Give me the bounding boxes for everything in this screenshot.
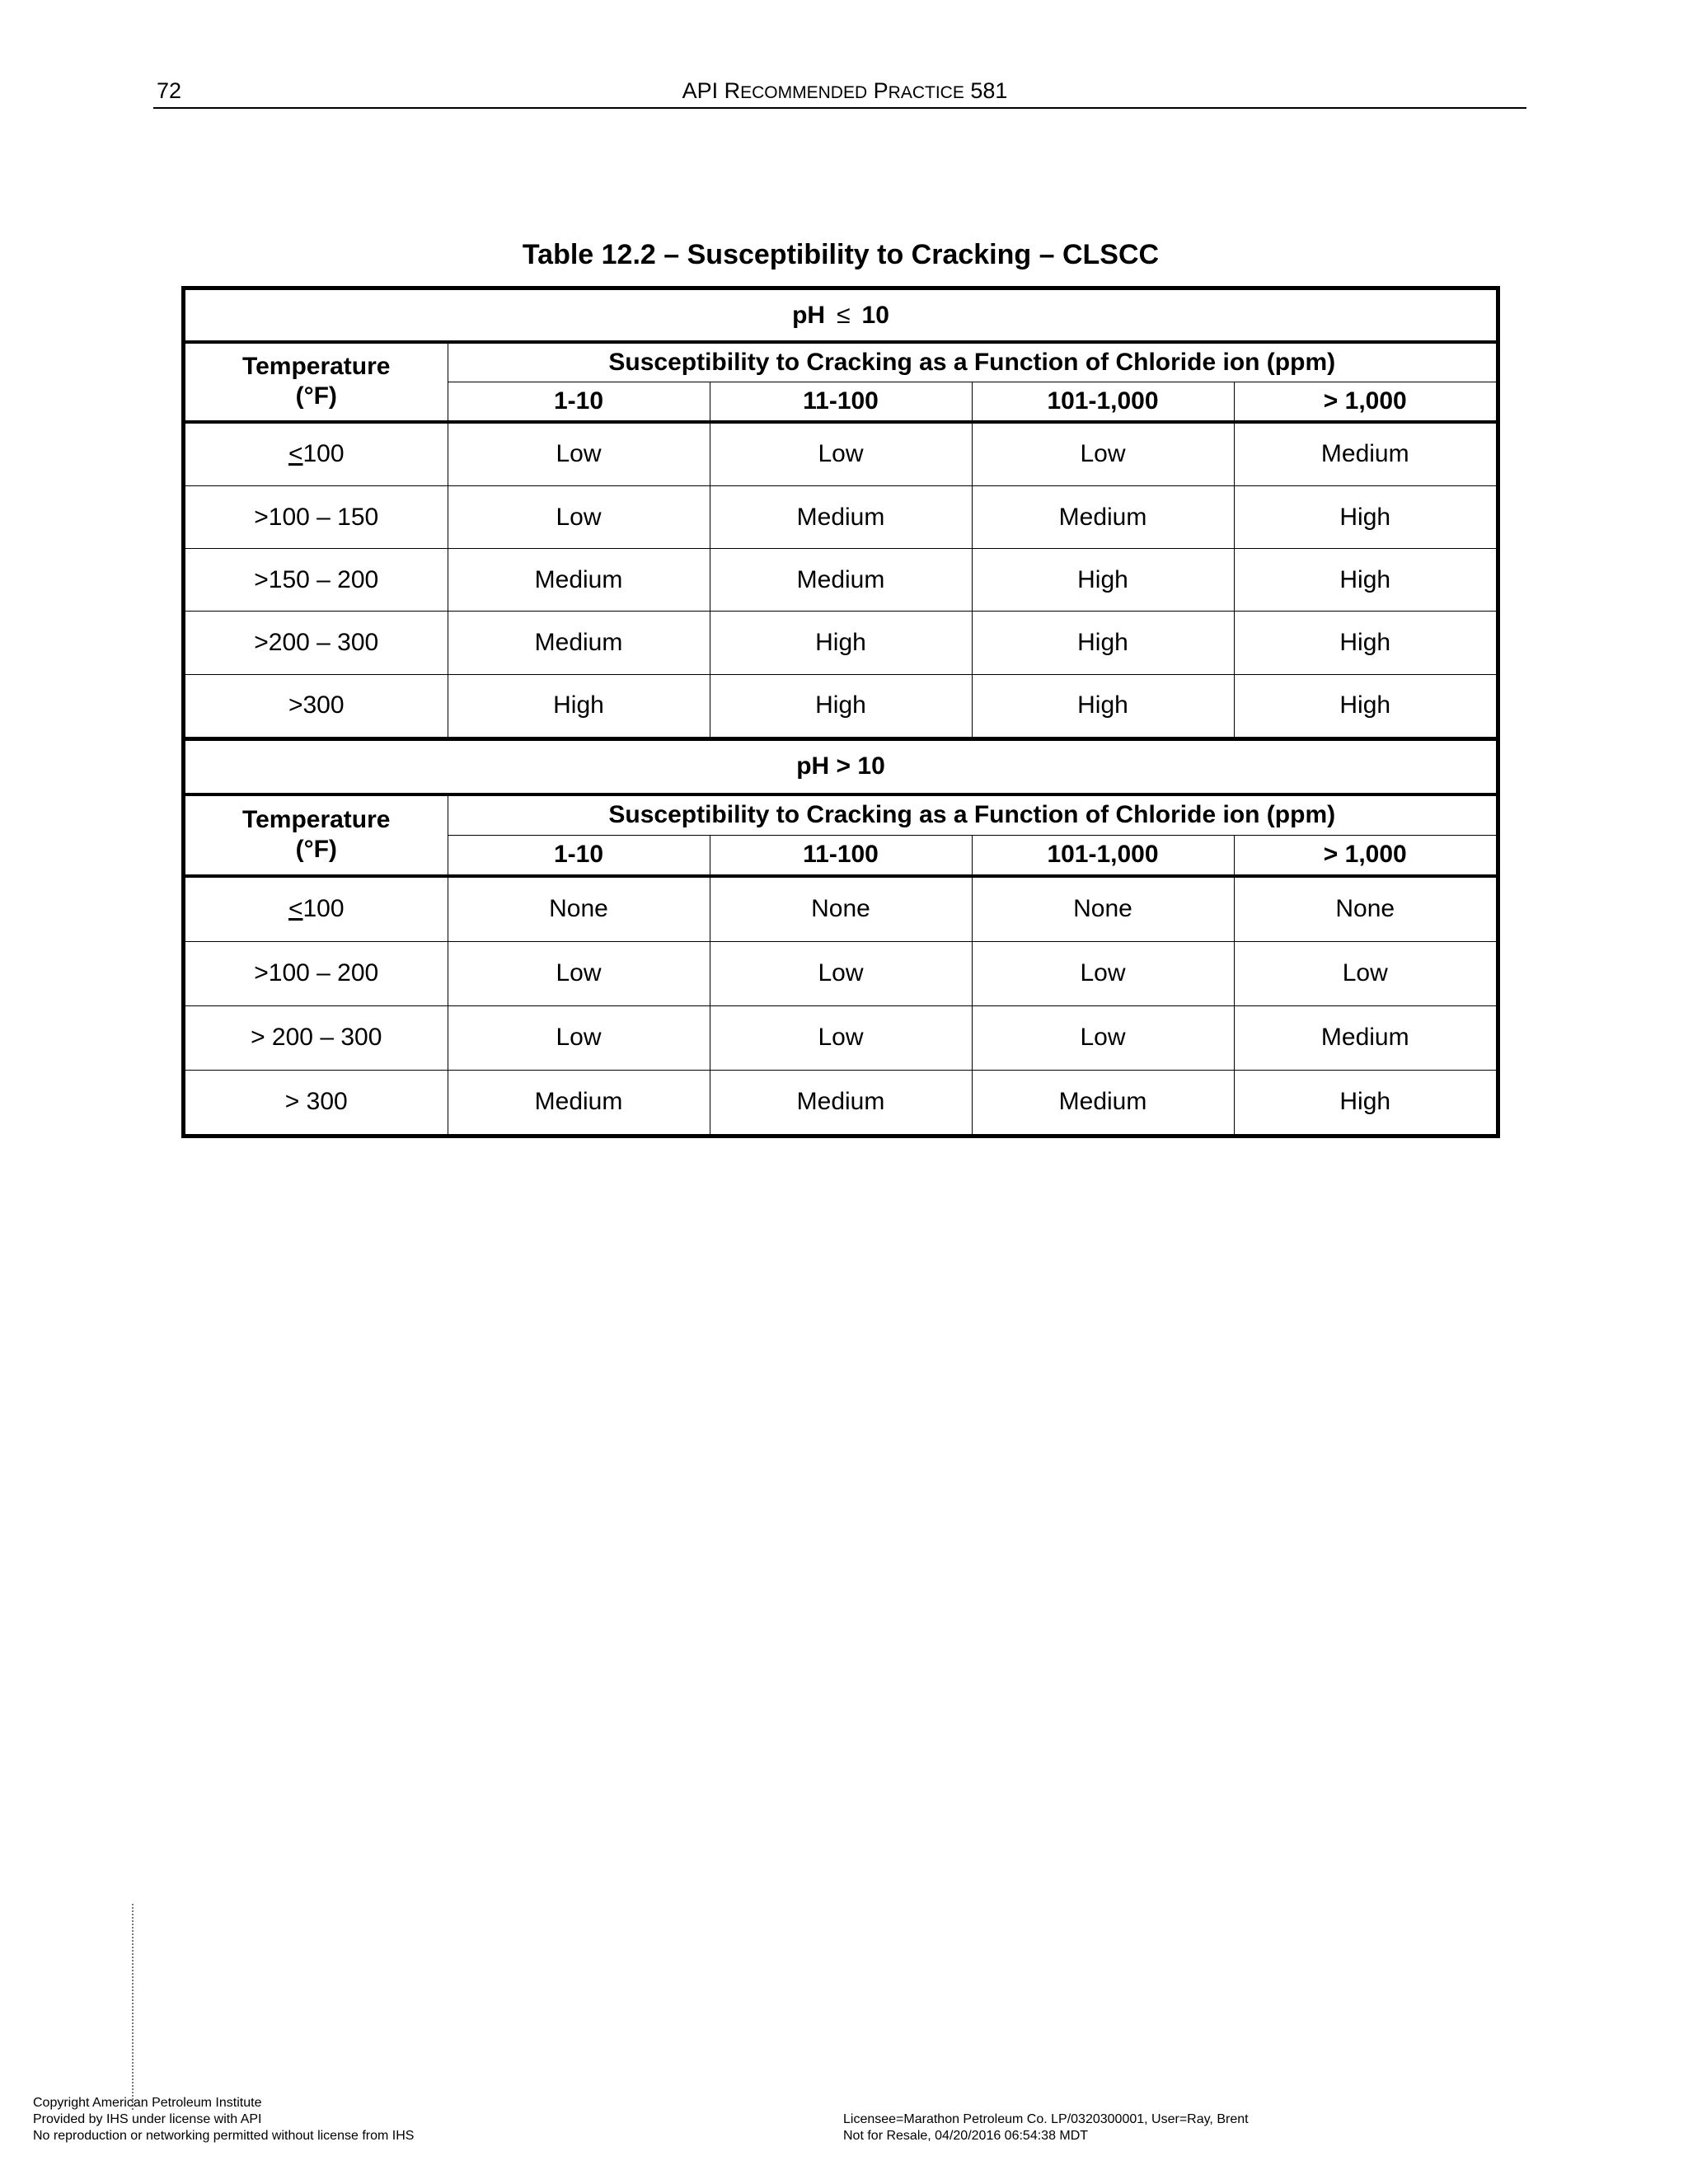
susceptibility-cell: Medium <box>710 1070 972 1134</box>
susceptibility-cell: High <box>1234 485 1496 548</box>
susceptibility-cell: Medium <box>448 549 710 612</box>
susceptibility-cell: Medium <box>1234 1005 1496 1070</box>
susceptibility-cell: High <box>1234 1070 1496 1134</box>
susceptibility-cell: Low <box>710 422 972 486</box>
susceptibility-cell: Medium <box>972 485 1234 548</box>
temperature-cell: <100 <box>185 422 448 486</box>
temperature-cell: > 300 <box>185 1070 448 1134</box>
column-header: > 1,000 <box>1234 382 1496 421</box>
table-row <box>185 1005 1496 1070</box>
susceptibility-cell: Low <box>448 1005 710 1070</box>
footer-line: Provided by IHS under license with API <box>33 2112 262 2126</box>
footer-line: No reproduction or networking permitted without license from IHS <box>33 2129 415 2143</box>
less-equal-symbol: ≤ <box>837 301 851 329</box>
susceptibility-cell: None <box>448 876 710 942</box>
table-row <box>185 876 1496 942</box>
column-header: 1-10 <box>448 382 710 421</box>
binding-marks <box>132 1904 145 2110</box>
susceptibility-cell: High <box>448 674 710 737</box>
ph-section-header: pH ≤ 10 <box>185 290 1496 342</box>
table-row <box>185 549 1496 612</box>
susceptibility-cell: Low <box>972 1005 1234 1070</box>
susceptibility-cell: Low <box>972 941 1234 1005</box>
susceptibility-cell: High <box>972 674 1234 737</box>
header-rule <box>153 107 1526 109</box>
column-header: > 1,000 <box>1234 835 1496 875</box>
table-row <box>185 1070 1496 1134</box>
running-header: API RECOMMENDED PRACTICE 581 <box>682 78 1008 103</box>
temperature-cell: > 200 – 300 <box>185 1005 448 1070</box>
susceptibility-table-ph-le-10 <box>181 286 1500 741</box>
footer-line: Licensee=Marathon Petroleum Co. LP/0320300001, User=Ray, Brent <box>843 2112 1249 2126</box>
column-header: 101-1,000 <box>972 835 1234 875</box>
table-row <box>185 612 1496 674</box>
ph-section-header: pH > 10 <box>185 741 1496 794</box>
susceptibility-table-ph-gt-10 <box>181 737 1500 1138</box>
susceptibility-cell: None <box>710 876 972 942</box>
susceptibility-cell: High <box>1234 549 1496 612</box>
chloride-group-header: Susceptibility to Cracking as a Function of Chloride ion (ppm) <box>448 794 1496 835</box>
column-header: 11-100 <box>710 835 972 875</box>
temperature-cell: <100 <box>185 876 448 942</box>
susceptibility-cell: Medium <box>448 612 710 674</box>
temperature-column-header: Temperature (°F) <box>185 342 448 422</box>
temperature-cell: >300 <box>185 674 448 737</box>
susceptibility-cell: High <box>1234 612 1496 674</box>
page-number: 72 <box>157 78 182 103</box>
susceptibility-cell: Medium <box>448 1070 710 1134</box>
susceptibility-cell: Medium <box>1234 422 1496 486</box>
susceptibility-cell: None <box>972 876 1234 942</box>
temperature-column-header: Temperature (°F) <box>185 794 448 876</box>
susceptibility-cell: Low <box>448 422 710 486</box>
susceptibility-cell: None <box>1234 876 1496 942</box>
table-row <box>185 485 1496 548</box>
temperature-cell: >100 – 150 <box>185 485 448 548</box>
susceptibility-cell: Low <box>1234 941 1496 1005</box>
table-row <box>185 941 1496 1005</box>
susceptibility-cell: Medium <box>710 549 972 612</box>
temperature-cell: >100 – 200 <box>185 941 448 1005</box>
susceptibility-cell: Low <box>448 485 710 548</box>
copyright-footer <box>33 2095 414 2144</box>
susceptibility-cell: Low <box>710 1005 972 1070</box>
susceptibility-cell: Medium <box>972 1070 1234 1134</box>
column-header: 11-100 <box>710 382 972 421</box>
column-header: 1-10 <box>448 835 710 875</box>
susceptibility-cell: Low <box>972 422 1234 486</box>
footer-line: Copyright American Petroleum Institute <box>33 2096 262 2110</box>
susceptibility-cell: Medium <box>710 485 972 548</box>
chloride-group-header: Susceptibility to Cracking as a Function of Chloride ion (ppm) <box>448 342 1496 382</box>
temperature-cell: >200 – 300 <box>185 612 448 674</box>
susceptibility-cell: High <box>972 549 1234 612</box>
temperature-cell: >150 – 200 <box>185 549 448 612</box>
susceptibility-cell: Low <box>710 941 972 1005</box>
susceptibility-cell: High <box>1234 674 1496 737</box>
susceptibility-cell: Low <box>448 941 710 1005</box>
susceptibility-cell: High <box>710 674 972 737</box>
table-title: Table 12.2 – Susceptibility to Cracking – CLSCC <box>522 239 1160 270</box>
susceptibility-cell: High <box>972 612 1234 674</box>
susceptibility-cell: High <box>710 612 972 674</box>
column-header: 101-1,000 <box>972 382 1234 421</box>
footer-line: Not for Resale, 04/20/2016 06:54:38 MDT <box>843 2129 1089 2143</box>
table-row <box>185 674 1496 737</box>
table-row <box>185 422 1496 486</box>
license-footer <box>843 2111 1249 2144</box>
